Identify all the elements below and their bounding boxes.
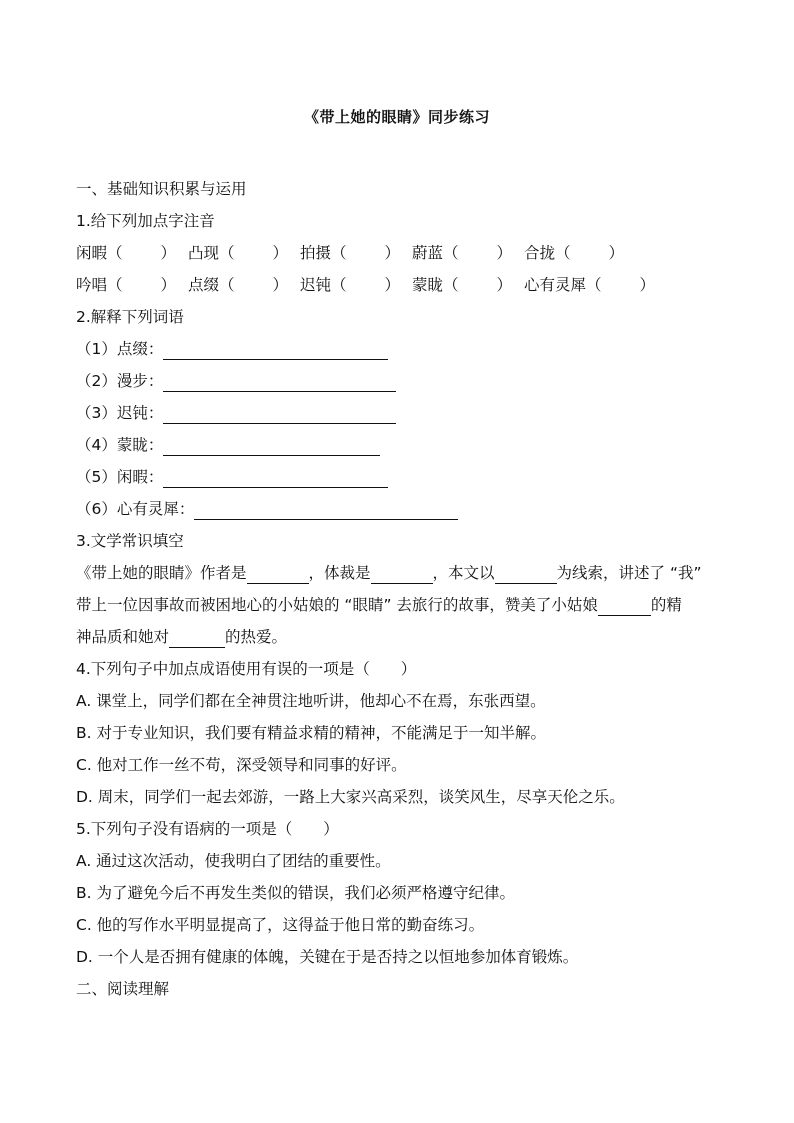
section-heading-basics: 一、基础知识积累与运用 — [76, 180, 247, 198]
pinyin-item — [76, 242, 188, 264]
definition-blank[interactable] — [163, 470, 388, 488]
question-1-label: 1.给下列加点字注音 — [76, 212, 215, 230]
question-4-option-d: D. 周末，同学们一起去郊游，一路上大家兴高采烈，谈笑风生，尽享天伦之乐。 — [76, 788, 625, 806]
pinyin-item — [412, 242, 524, 264]
definition-term: （3）迟钝： — [76, 404, 164, 422]
paren-close: ） — [496, 276, 513, 294]
question-3-line-3 — [76, 626, 287, 648]
question-1-row-2 — [76, 274, 655, 296]
question-5-option-b: B. 为了避免今后不再发生类似的错误，我们必须严格遵守纪律。 — [76, 884, 515, 902]
definition-blank[interactable] — [163, 406, 396, 424]
question-5-option-a: A. 通过这次活动，使我明白了团结的重要性。 — [76, 852, 391, 870]
paren-close: ） — [272, 244, 289, 262]
section-heading-reading: 二、阅读理解 — [76, 980, 170, 998]
question-2-label: 2.解释下列词语 — [76, 308, 184, 326]
paren-close: ） — [272, 276, 289, 294]
fill-text: 《带上她的眼睛》作者是 — [76, 564, 247, 582]
fill-text: 为线索，讲述了 “我” — [556, 564, 702, 582]
definition-blank[interactable] — [163, 342, 388, 360]
fill-text: 神品质和她对 — [76, 628, 170, 646]
word-label: 蒙眬（ — [412, 276, 459, 294]
question-5-label: 5.下列句子没有语病的一项是（ ） — [76, 820, 339, 838]
word-label: 拍摄（ — [300, 244, 347, 262]
paren-close: ） — [160, 244, 177, 262]
definition-term: （2）漫步： — [76, 372, 164, 390]
pinyin-item — [524, 274, 655, 296]
question-4-option-a: A. 课堂上，同学们都在全神贯注地听讲，他却心不在焉，东张西望。 — [76, 692, 546, 710]
definition-row — [76, 434, 380, 456]
question-4-option-b: B. 对于专业知识，我们要有精益求精的精神，不能满足于一知半解。 — [76, 724, 546, 742]
fill-text: 的热爱。 — [225, 628, 288, 646]
pinyin-item — [188, 242, 300, 264]
pinyin-item — [300, 274, 412, 296]
question-3-line-2 — [76, 594, 682, 616]
word-label: 闲暇（ — [76, 244, 123, 262]
definition-row — [76, 338, 388, 360]
pinyin-item — [300, 242, 412, 264]
definition-row — [76, 498, 458, 520]
definition-term: （1）点缀： — [76, 340, 164, 358]
fill-blank-love[interactable] — [169, 630, 225, 648]
question-1-row-1 — [76, 242, 624, 264]
paren-close: ） — [639, 276, 656, 294]
definition-term: （6）心有灵犀： — [76, 500, 195, 518]
definition-blank[interactable] — [163, 374, 396, 392]
fill-blank-clue[interactable] — [495, 566, 557, 584]
question-4-option-c: C. 他对工作一丝不苟，深受领导和同事的好评。 — [76, 756, 407, 774]
pinyin-item — [524, 242, 624, 264]
paren-close: ） — [384, 276, 401, 294]
question-4-label: 4.下列句子中加点成语使用有误的一项是（ ） — [76, 660, 417, 678]
paren-close: ） — [608, 244, 625, 262]
pinyin-item — [188, 274, 300, 296]
paren-close: ） — [496, 244, 513, 262]
pinyin-item — [76, 274, 188, 296]
definition-blank[interactable] — [163, 438, 380, 456]
question-3-label: 3.文学常识填空 — [76, 532, 184, 550]
fill-text: ，本文以 — [432, 564, 495, 582]
definition-row — [76, 370, 396, 392]
word-label: 心有灵犀（ — [524, 276, 602, 294]
definition-term: （4）蒙眬： — [76, 436, 164, 454]
word-label: 迟钝（ — [300, 276, 347, 294]
pinyin-item — [412, 274, 524, 296]
word-label: 点缀（ — [188, 276, 235, 294]
word-label: 吟唱（ — [76, 276, 123, 294]
fill-text: 带上一位因事故而被困地心的小姑娘的 “眼睛” 去旅行的故事，赞美了小姑娘 — [76, 596, 598, 614]
definition-row — [76, 466, 388, 488]
page-title: 《带上她的眼睛》同步练习 — [303, 108, 490, 126]
question-3-line-1 — [76, 562, 702, 584]
definition-term: （5）闲暇： — [76, 468, 164, 486]
question-5-option-c: C. 他的写作水平明显提高了，这得益于他日常的勤奋练习。 — [76, 916, 485, 934]
fill-text: 的精 — [650, 596, 682, 614]
fill-text: ，体裁是 — [308, 564, 371, 582]
fill-blank-quality[interactable] — [598, 598, 651, 616]
word-label: 蔚蓝（ — [412, 244, 459, 262]
word-label: 凸现（ — [188, 244, 235, 262]
paren-close: ） — [160, 276, 177, 294]
fill-blank-author[interactable] — [247, 566, 309, 584]
fill-blank-genre[interactable] — [371, 566, 433, 584]
definition-blank[interactable] — [194, 502, 458, 520]
question-5-option-d: D. 一个人是否拥有健康的体魄，关键在于是否持之以恒地参加体育锻炼。 — [76, 948, 579, 966]
definition-row — [76, 402, 396, 424]
paren-close: ） — [384, 244, 401, 262]
word-label: 合拢（ — [524, 244, 571, 262]
